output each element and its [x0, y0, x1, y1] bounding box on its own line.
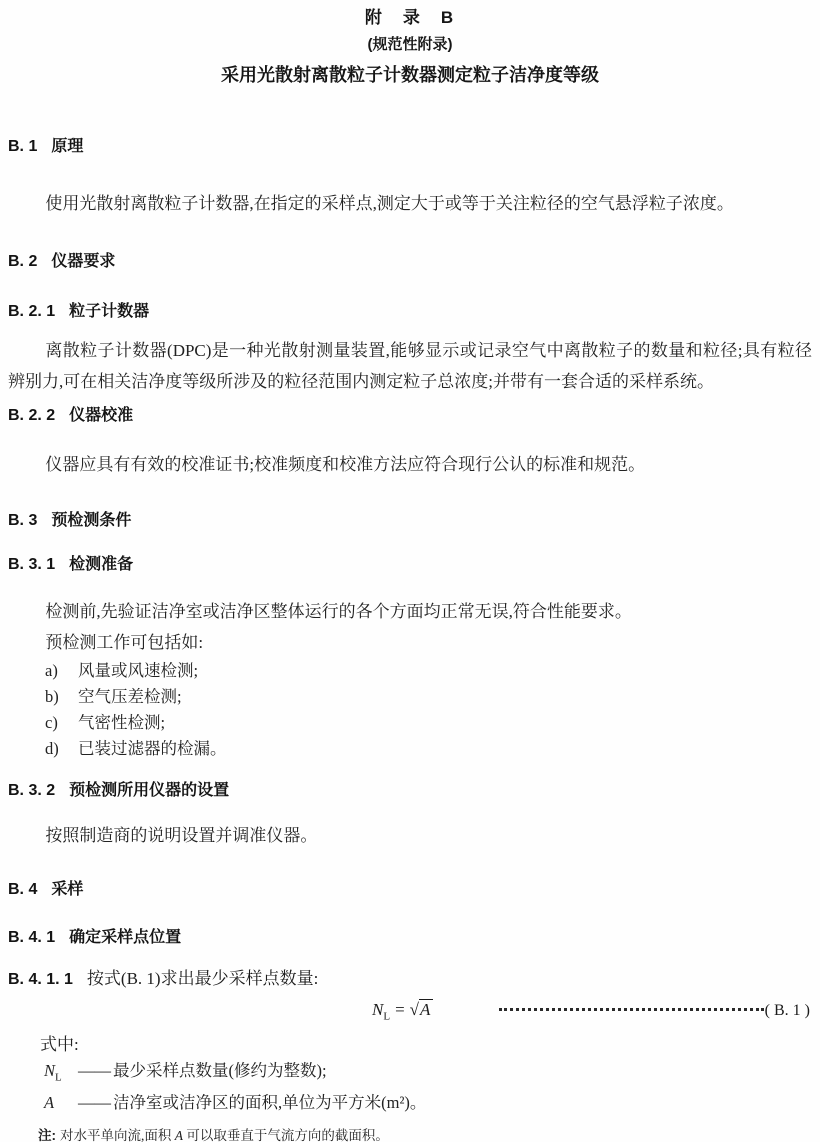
list-text: 风量或风速检测;	[78, 661, 199, 680]
list-item-c	[45, 710, 812, 736]
definition-dash: ——	[78, 1061, 111, 1080]
variable-a: A	[44, 1093, 55, 1113]
heading-b22	[8, 405, 812, 427]
list-text: 气密性检测;	[78, 713, 166, 732]
definition-variable	[44, 1090, 78, 1122]
dot-leader	[499, 1008, 763, 1011]
clause-number: B. 2. 1	[8, 303, 56, 320]
clause-number: B. 4. 1	[8, 929, 56, 946]
note	[38, 1126, 812, 1142]
appendix-type: (规范性附录)	[367, 36, 453, 53]
list-item-a	[45, 658, 812, 684]
radical-glyph: √	[409, 999, 420, 1019]
heading-b21	[8, 301, 812, 323]
list-text: 已装过滤器的检漏。	[78, 739, 227, 758]
paragraph-b22: 仪器应具有有效的校准证书;校准频度和校准方法应符合现行公认的标准和规范。	[45, 455, 646, 474]
note-variable-a: A	[174, 1127, 183, 1142]
appendix-label: 附 录 B	[364, 8, 456, 27]
list-item-d	[45, 736, 812, 762]
note-text-post: 可以取垂直于气流方向的截面积。	[183, 1127, 389, 1142]
paragraph-b32: 按照制造商的说明设置并调准仪器。	[45, 826, 318, 845]
heading-b32	[8, 780, 812, 802]
heading-b31	[8, 554, 812, 576]
note-text-pre: 对水平单向流,面积	[60, 1127, 175, 1142]
variable-n-subscript: L	[55, 1071, 62, 1084]
variable-n: N	[44, 1061, 56, 1080]
paragraph-b21: 离散粒子计数器(DPC)是一种光散射测量装置,能够显示或记录空气中离散粒子的数量和粒径;具有粒径辨别力,可在相关洁净度等级所涉及的粒径范围内测定粒子总浓度;并带有一套合适的采样系统。	[8, 341, 812, 391]
clause-title: 原理	[51, 138, 84, 155]
list-marker: a)	[45, 661, 58, 680]
heading-b4	[8, 879, 812, 901]
list-marker: c)	[45, 713, 58, 732]
variable-n-subscript: L	[383, 1010, 391, 1023]
clause-title: 仪器要求	[51, 253, 116, 270]
formula-expression	[372, 1000, 433, 1022]
list-text: 空气压差检测;	[78, 687, 182, 706]
variable-a: A	[420, 999, 431, 1019]
heading-b3	[8, 510, 812, 532]
equals-sign: =	[395, 999, 405, 1019]
clause-title: 预检测条件	[51, 512, 132, 529]
clause-title: 预检测所用仪器的设置	[69, 782, 230, 799]
variable-n: N	[372, 999, 384, 1019]
definition-a	[44, 1090, 812, 1122]
clause-title: 确定采样点位置	[69, 929, 182, 946]
clause-title: 粒子计数器	[69, 303, 150, 320]
paragraph-b31-2: 预检测工作可包括如:	[45, 633, 204, 652]
radicand	[419, 999, 433, 1019]
clause-number: B. 3. 2	[8, 782, 56, 799]
note-label: 注:	[38, 1127, 56, 1142]
clause-title: 采样	[51, 881, 84, 898]
clause-title: 仪器校准	[69, 407, 134, 424]
clause-number: B. 4	[8, 881, 38, 898]
clause-number: B. 1	[8, 138, 38, 155]
definition-nl	[44, 1058, 812, 1090]
heading-b411	[8, 967, 812, 992]
heading-b1	[8, 136, 812, 158]
clause-number: B. 2. 2	[8, 407, 56, 424]
clause-title: 检测准备	[69, 556, 134, 573]
equation-b1	[8, 998, 812, 1024]
paragraph-b31-1: 检测前,先验证洁净室或洁净区整体运行的各个方面均正常无误,符合性能要求。	[45, 602, 632, 621]
list-marker: b)	[45, 687, 59, 706]
equation-number: ( B. 1 )	[764, 1002, 810, 1019]
clause-number: B. 2	[8, 253, 38, 270]
clause-number: B. 3. 1	[8, 556, 56, 573]
definition-text: 最少采样点数量(修约为整数);	[113, 1061, 327, 1080]
list-item-b	[45, 684, 812, 710]
sqrt-sign	[410, 999, 434, 1019]
definition-dash: ——	[78, 1093, 111, 1113]
heading-b41	[8, 927, 812, 949]
clause-number: B. 3	[8, 512, 38, 529]
definition-variable	[44, 1058, 78, 1090]
clause-text: 按式(B. 1)求出最少采样点数量:	[86, 969, 319, 988]
appendix-subject: 采用光散射离散粒子计数器测定粒子洁净度等级	[221, 65, 599, 85]
definition-text: 洁净室或洁净区的面积,单位为平方米(m²)。	[113, 1093, 427, 1113]
paragraph-b1: 使用光散射离散粒子计数器,在指定的采样点,测定大于或等于关注粒径的空气悬浮粒子浓度。	[45, 194, 734, 213]
list-marker: d)	[45, 739, 59, 758]
clause-number: B. 4. 1. 1	[8, 971, 73, 988]
heading-b2	[8, 251, 812, 273]
where-label: 式中:	[40, 1035, 79, 1054]
